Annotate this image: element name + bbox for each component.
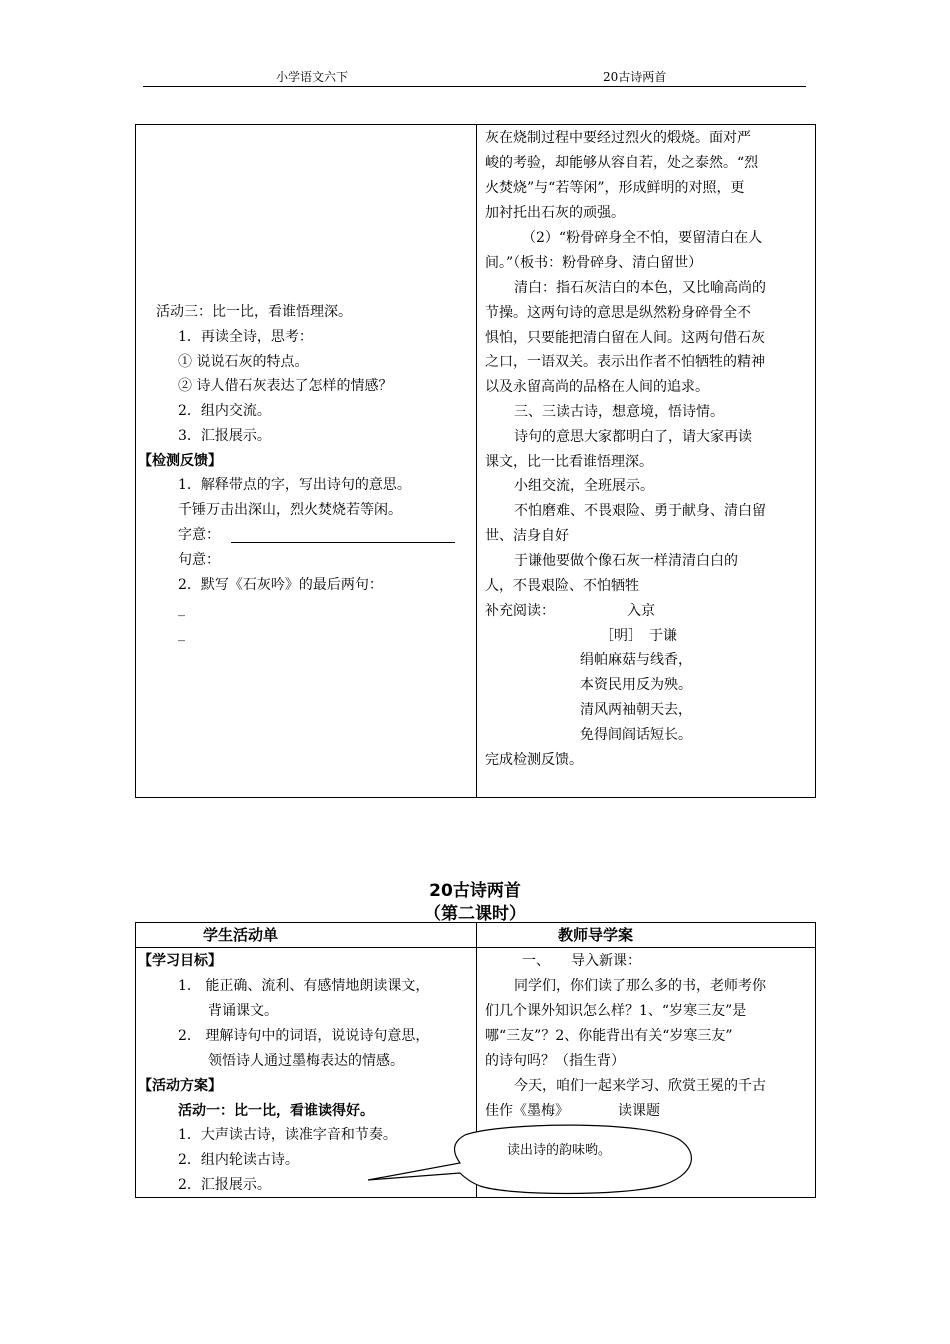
goal-item: 1． 能正确、流利、有感情地朗读课文， [178, 978, 430, 994]
answer-blank [231, 542, 455, 543]
guide-line: 峻的考验，却能够从容自若，处之泰然。“烈 [485, 155, 759, 171]
activity-item: 2．汇报展示。 [178, 1177, 271, 1193]
feedback-item: 1．解释带点的字，写出诗句的意思。 [178, 477, 411, 493]
poem-line: 免得闾阎话短长。 [580, 727, 692, 743]
guide-line: 补充阅读： [485, 603, 555, 619]
guide-line: 完成检测反馈。 [485, 752, 583, 768]
page-header [143, 66, 806, 87]
goals-title: 【学习目标】 [138, 953, 222, 969]
activity-three-title: 活动三：比一比，看谁悟理深。 [156, 304, 352, 320]
header-lesson: 20古诗两首 [603, 70, 667, 84]
speech-bubble-text: 读出诗的韵味哟。 [507, 1143, 612, 1158]
guide-line: 们几个课外知识怎么样？1、“岁寒三友”是 [485, 1003, 747, 1019]
activity-item: 2．组内轮读古诗。 [178, 1152, 299, 1168]
activity-item: 2．组内交流。 [178, 403, 271, 419]
guide-line: 同学们，你们读了那么多的书，老师考你 [514, 978, 766, 994]
feedback-item: _ [178, 601, 185, 617]
guide-line: 佳作《墨梅》 读课题 [485, 1103, 660, 1119]
guide-line: 火焚烧”与“若等闲”，形成鲜明的对照，更 [485, 180, 745, 196]
activity-item: ② 诗人借石灰表达了怎样的情感？ [178, 378, 393, 394]
goal-item: 2． 理解诗句中的词语，说说诗句意思， [178, 1028, 430, 1044]
section-subtitle: （第二课时） [424, 904, 526, 924]
feedback-title: 【检测反馈】 [138, 453, 222, 469]
column-header-teacher: 教师导学案 [558, 926, 634, 944]
guide-line: 世、洁身自好 [485, 528, 569, 544]
guide-line: 的诗句吗？（指生背） [485, 1053, 625, 1069]
goal-item: 领悟诗人通过墨梅表达的情感。 [208, 1053, 404, 1069]
poem-line: 清风两袖朝天去， [580, 702, 692, 718]
column-divider [476, 125, 477, 797]
guide-line: 清白：指石灰洁白的本色，又比喻高尚的 [514, 280, 766, 296]
plan-title: 【活动方案】 [138, 1078, 222, 1094]
feedback-item: _ [178, 626, 185, 642]
activity-item: ① 说说石灰的特点。 [178, 354, 309, 370]
guide-line: 灰在烧制过程中要经过烈火的煅烧。面对严 [485, 130, 751, 146]
feedback-item: 千锤万击出深山，烈火焚烧若等闲。 [178, 502, 402, 518]
poem-line: 绢帕麻菇与线香， [580, 652, 692, 668]
poem-title: 入京 [627, 603, 655, 619]
guide-line: 课文，比一比看谁悟理深。 [485, 454, 653, 470]
poem-line: 本资民用反为殃。 [580, 677, 692, 693]
feedback-item: 字意： [178, 527, 220, 543]
goal-item: 背诵课文。 [208, 1003, 278, 1019]
guide-line: 小组交流，全班展示。 [514, 478, 654, 494]
guide-line: 惧怕，只要能把清白留在人间。这两句借石灰 [485, 330, 765, 346]
column-header-student: 学生活动单 [203, 926, 279, 944]
guide-line: 于谦他要做个像石灰一样清清白白的 [514, 553, 738, 569]
guide-line: 三、三读古诗，想意境，悟诗情。 [514, 404, 724, 420]
guide-line: 以及永留高尚的品格在人间的追求。 [485, 379, 709, 395]
guide-line: 加衬托出石灰的顽强。 [485, 205, 625, 221]
guide-line: 间。”（板书：粉骨碎身、清白留世） [485, 255, 703, 271]
activity-item: 1．再读全诗，思考： [178, 329, 313, 345]
section-title: 20古诗两首 [429, 881, 521, 901]
activity-one-title: 活动一：比一比，看谁读得好。 [178, 1103, 374, 1119]
guide-line: 不怕磨难、不畏艰险、勇于献身、清白留 [514, 503, 766, 519]
activity-item: 3．汇报展示。 [178, 428, 271, 444]
activity-item: 1．大声读古诗，读准字音和节奏。 [178, 1127, 397, 1143]
header-row-divider [136, 947, 815, 948]
guide-line: 之口，一语双关。表示出作者不怕牺牲的精神 [485, 354, 765, 370]
lesson-table-1 [135, 124, 816, 798]
guide-line: 哪“三友”？2、你能背出有关“岁寒三友” [485, 1028, 733, 1044]
poem-author: ［明］ 于谦 [600, 628, 677, 644]
guide-line: （2）“粉骨碎身全不怕，要留清白在人 [522, 230, 763, 246]
feedback-item: 句意： [178, 552, 220, 568]
guide-line: 人，不畏艰险、不怕牺牲 [485, 578, 639, 594]
guide-line: 诗句的意思大家都明白了，请大家再读 [514, 429, 752, 445]
guide-line: 今天，咱们一起来学习、欣赏王冕的千古 [514, 1078, 766, 1094]
guide-line: 节操。这两句诗的意思是纵然粉身碎骨全不 [485, 305, 751, 321]
feedback-item: 2．默写《石灰吟》的最后两句： [178, 577, 383, 593]
guide-line: 一、 导入新课： [522, 953, 641, 969]
header-subject: 小学语文六下 [276, 70, 349, 84]
